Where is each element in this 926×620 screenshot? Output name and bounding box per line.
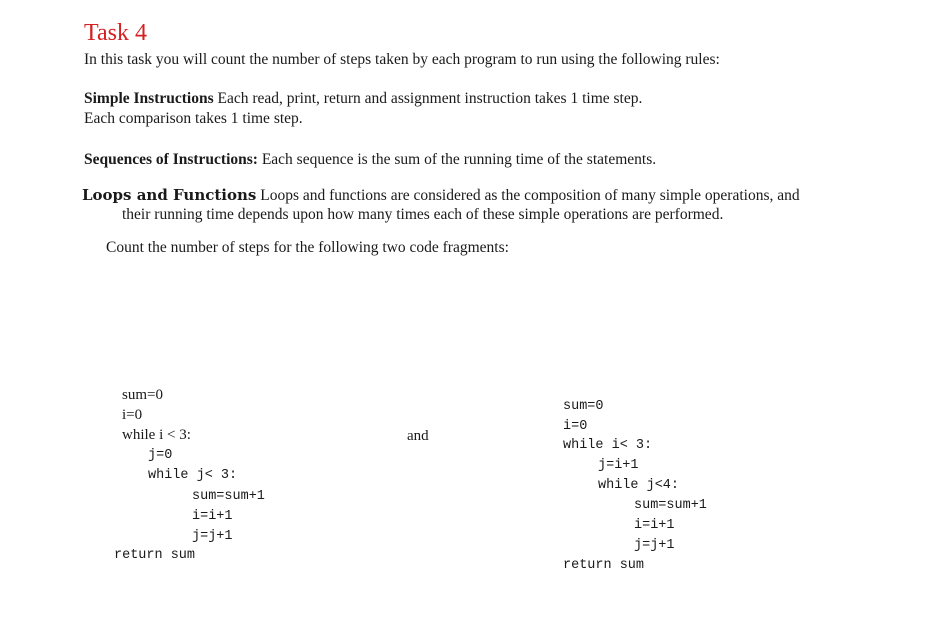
intro-text: In this task you will count the number of steps taken by each program to run using the following rules:	[84, 51, 720, 68]
fragment1-line: sum=0	[122, 387, 163, 403]
loops-label: Loops and Functions	[82, 186, 257, 204]
fragment1-line: sum=sum+1	[192, 489, 265, 504]
simple-instructions-line2: Each comparison takes 1 time step.	[84, 110, 303, 127]
loops-paragraph-line2: their running time depends upon how many times each of these simple operations are performed.	[122, 206, 724, 223]
fragment1-line: return sum	[114, 548, 196, 563]
fragment2-line: i=i+1	[634, 518, 675, 533]
fragment2-line: sum=0	[563, 399, 604, 414]
fragment1-line: i=0	[122, 407, 143, 423]
sequences-text: Each sequence is the sum of the running time of the statements.	[261, 151, 657, 168]
fragment1-line: j=j+1	[192, 529, 233, 544]
fragment2-line: j=j+1	[634, 538, 675, 553]
fragment2-line: j=i+1	[598, 458, 639, 473]
separator-and: and	[407, 428, 429, 444]
sequences-paragraph	[84, 150, 656, 170]
simple-instructions-line1	[84, 89, 642, 109]
simple-instructions-text: Each read, print, return and assignment instruction takes 1 time step.	[217, 90, 643, 107]
fragment2-line: return sum	[563, 558, 645, 573]
simple-instructions-label: Simple Instructions	[84, 90, 214, 107]
fragment1-line: while j< 3:	[148, 468, 238, 483]
fragment2-line: i=0	[563, 419, 588, 434]
fragment1-line: while i < 3:	[122, 427, 191, 443]
sequences-label: Sequences of Instructions:	[84, 151, 258, 168]
loops-paragraph-line1	[82, 185, 800, 206]
fragment2-line: while j<4:	[598, 478, 680, 493]
fragment1-line: j=0	[148, 448, 173, 463]
loops-text: Loops and functions are considered as the composition of many simple operations, and	[260, 187, 800, 204]
fragment2-line: sum=sum+1	[634, 498, 707, 513]
count-prompt: Count the number of steps for the following two code fragments:	[106, 239, 509, 256]
fragment2-line: while i< 3:	[563, 438, 653, 453]
task-title: Task 4	[84, 20, 147, 46]
fragment1-line: i=i+1	[192, 509, 233, 524]
